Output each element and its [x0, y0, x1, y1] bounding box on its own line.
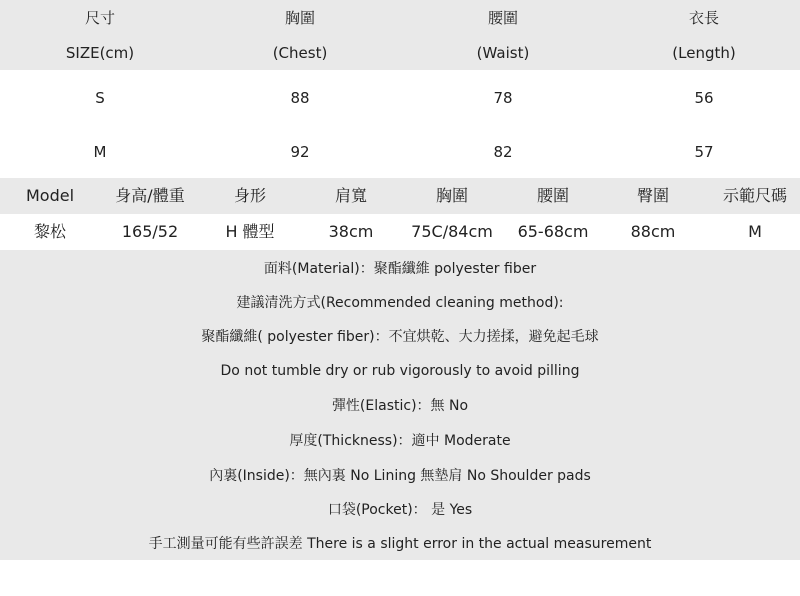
thickness-line: 厚度(Thickness)：適中 Moderate: [289, 433, 511, 449]
model-body-shape: H 體型: [225, 222, 275, 241]
fiber-care-line: 聚酯纖維( polyester fiber)：不宜烘乾、大力搓揉，避免起毛球: [201, 329, 599, 345]
chest-cell: 92: [290, 143, 310, 161]
header-length-zh: 衣長: [688, 9, 720, 27]
model-size: M: [748, 222, 762, 241]
material-line: 面料(Material)：聚酯纖維 polyester fiber: [263, 261, 537, 277]
model-table-header: [0, 178, 800, 214]
cleaning-method-line: 建議清洗方式(Recommended cleaning method):: [236, 295, 564, 311]
waist-cell: 82: [493, 143, 513, 161]
pilling-warning-line: Do not tumble dry or rub vigorously to avoid pilling: [220, 363, 580, 379]
elastic-line: 彈性(Elastic)：無 No: [331, 398, 469, 414]
chest-cell: 88: [290, 89, 310, 107]
size-table-header: [0, 0, 800, 70]
model-waist: 65-68cm: [517, 222, 589, 241]
model-header-hip: 臀圍: [636, 186, 670, 205]
pocket-line: 口袋(Pocket)： 是 Yes: [327, 502, 473, 518]
length-cell: 56: [694, 89, 714, 107]
model-height-weight: 165/52: [121, 222, 179, 241]
header-chest-en: (Chest): [272, 44, 328, 62]
header-waist-en: (Waist): [476, 44, 530, 62]
product-info-block: [0, 250, 800, 560]
model-hip: 88cm: [630, 222, 676, 241]
header-waist-zh: 腰圍: [487, 9, 519, 27]
header-chest-zh: 胸圍: [284, 9, 316, 27]
model-shoulder: 38cm: [328, 222, 374, 241]
header-size-en: SIZE(cm): [65, 44, 135, 62]
waist-cell: 78: [493, 89, 513, 107]
inside-lining-line: 內裏(Inside)：無內裏 No Lining 無墊肩 No Shoulder pads: [209, 468, 591, 484]
model-header-height-weight: 身高/體重: [115, 186, 185, 205]
model-header-body-shape: 身形: [233, 186, 267, 205]
model-header-size: 示範尺碼: [722, 186, 788, 205]
model-header-waist: 腰圍: [536, 186, 570, 205]
size-table-row: [0, 124, 800, 178]
model-header-model: Model: [25, 186, 75, 205]
model-table-row: [0, 214, 800, 250]
model-header-chest: 胸圍: [435, 186, 469, 205]
model-chest: 75C/84cm: [411, 222, 493, 241]
header-size-zh: 尺寸: [84, 9, 116, 27]
size-cell: S: [95, 89, 105, 107]
length-cell: 57: [694, 143, 714, 161]
model-header-shoulder: 肩寬: [334, 186, 368, 205]
size-cell: M: [93, 143, 107, 161]
model-name: 黎松: [33, 222, 67, 241]
measurement-note-line: 手工測量可能有些許誤差 There is a slight error in the actual measurement: [148, 536, 652, 552]
header-length-en: (Length): [672, 44, 736, 62]
size-table-row: [0, 70, 800, 124]
